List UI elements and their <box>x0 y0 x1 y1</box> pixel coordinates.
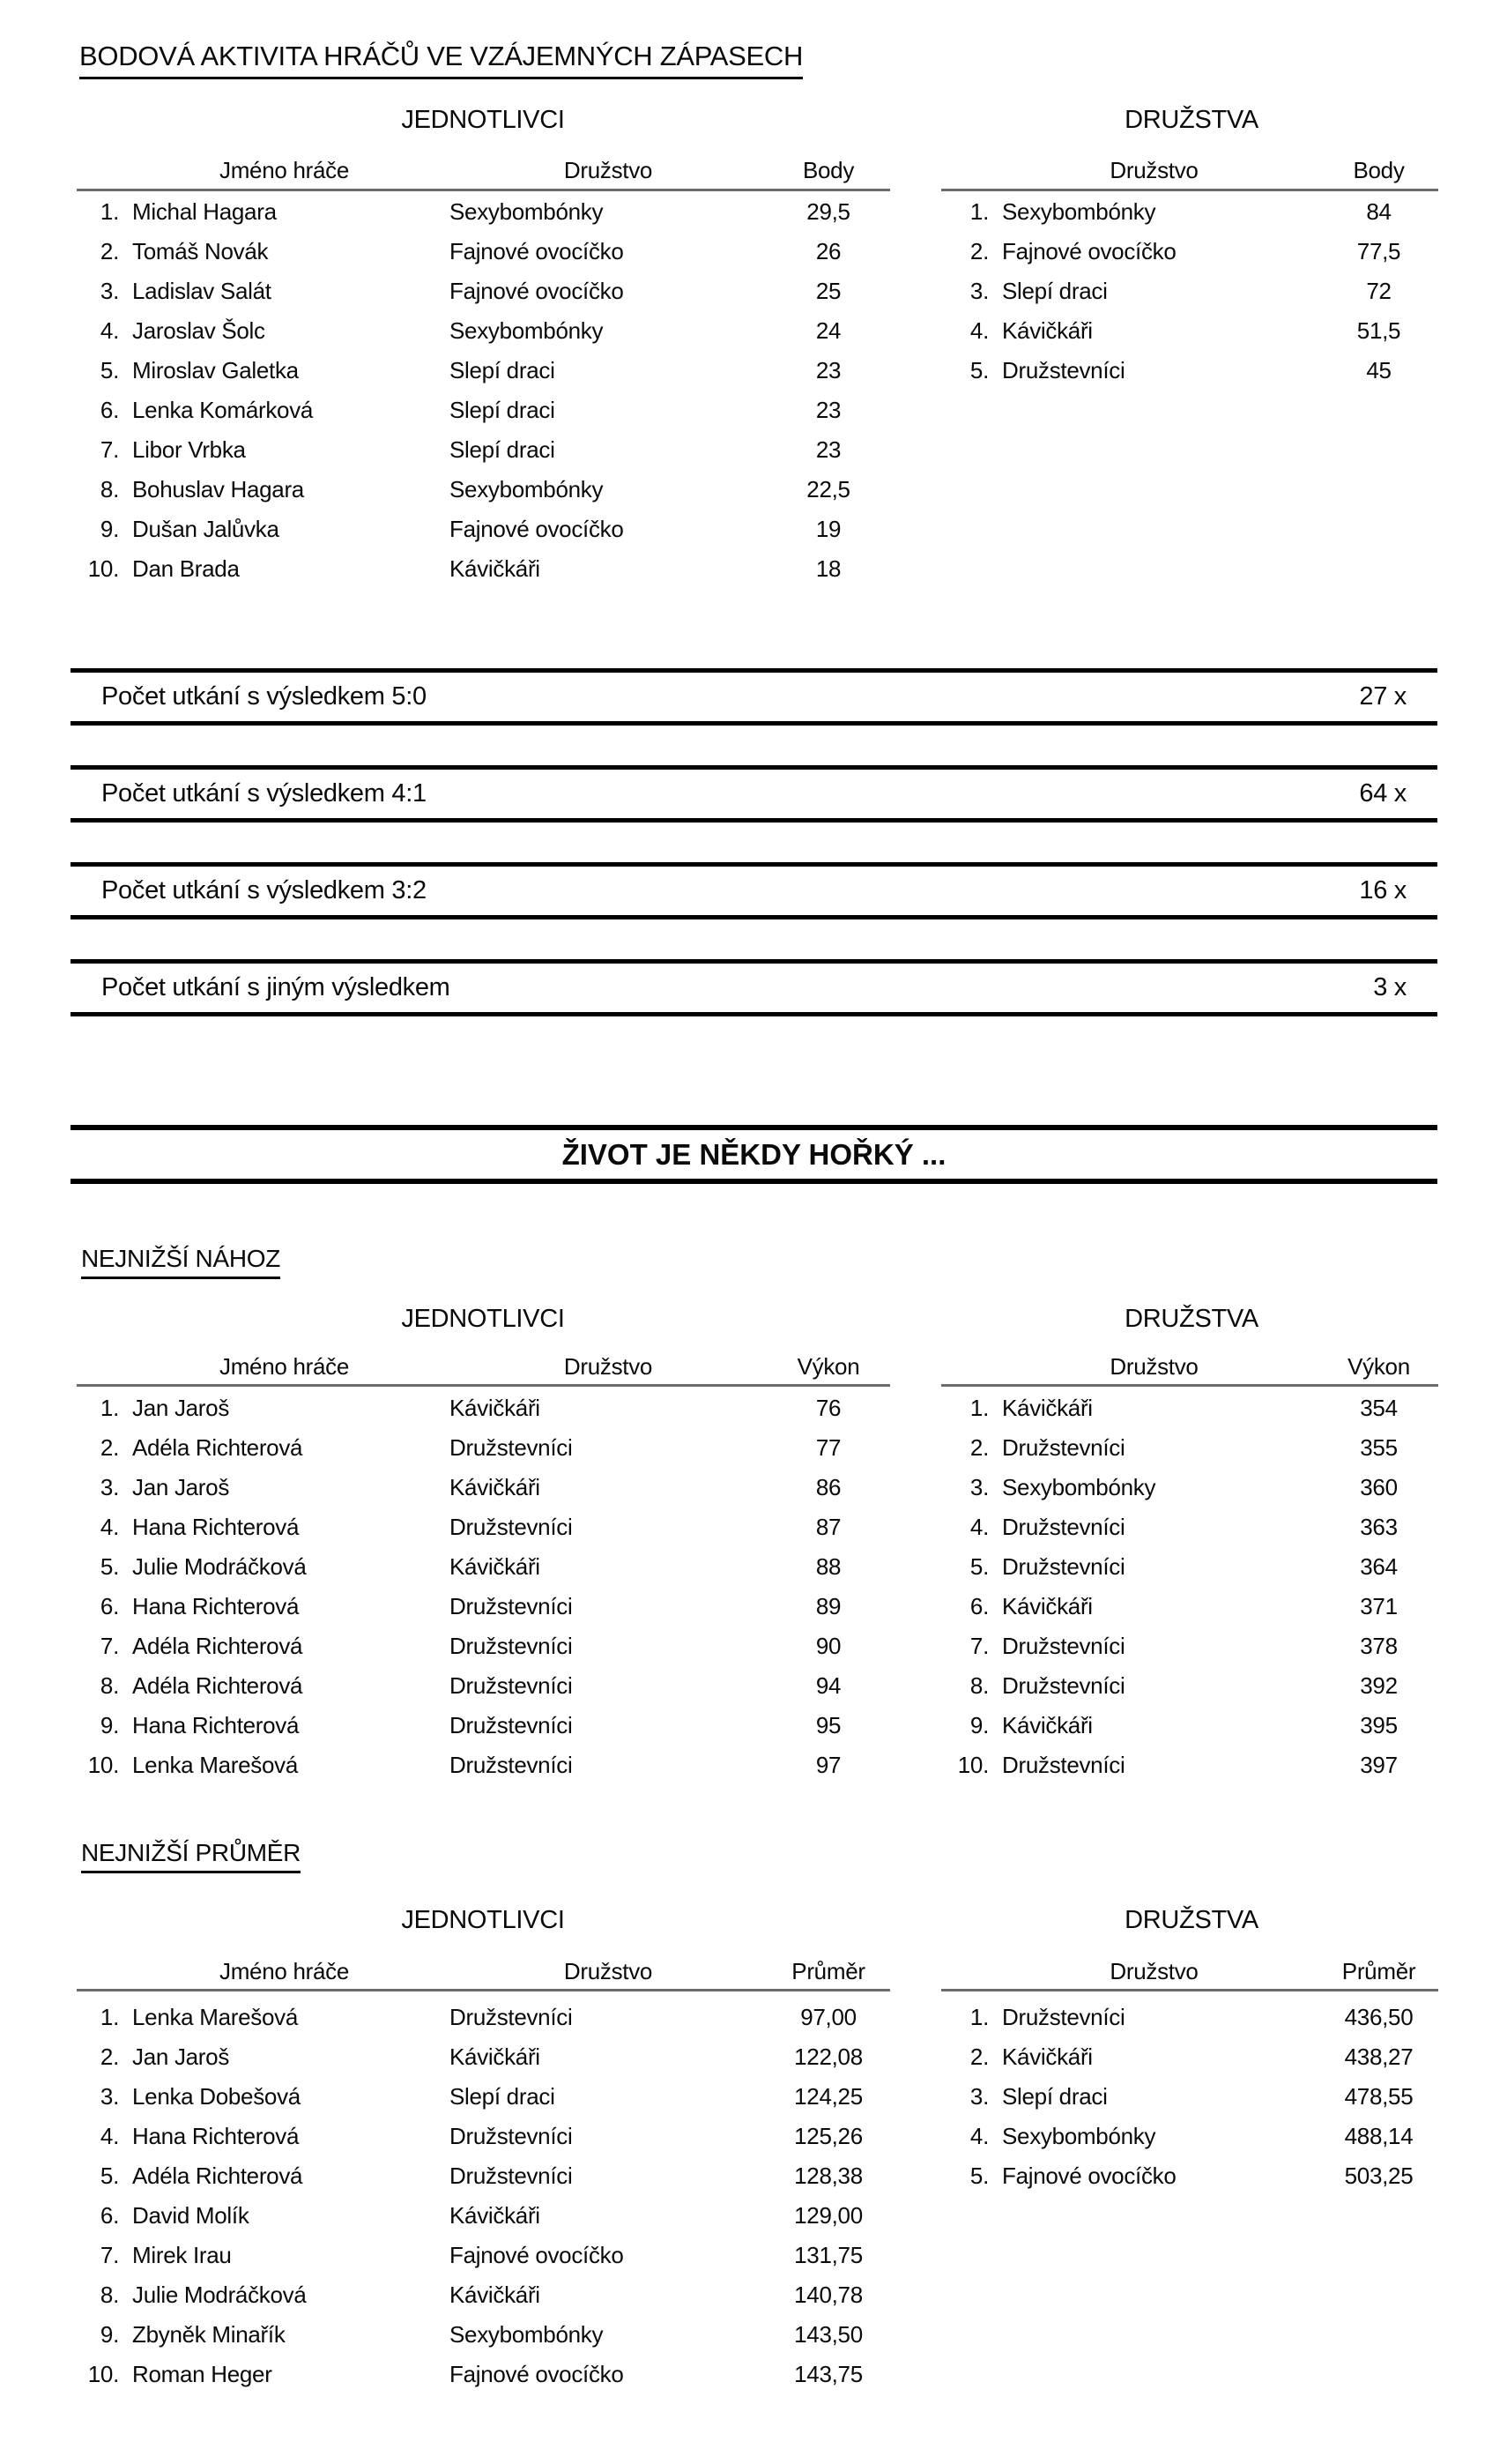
header-rule <box>77 1384 890 1387</box>
row-rank: 1. <box>969 1395 989 1421</box>
row-team: Kávičkáři <box>449 1553 540 1580</box>
row-team: Sexybombónky <box>449 476 604 502</box>
row-rank: 7. <box>100 2242 119 2268</box>
row-value: 19 <box>815 516 842 542</box>
row-player-name: Hana Richterová <box>132 1593 300 1619</box>
table-header-row <box>77 152 890 189</box>
row-value: 72 <box>1366 278 1392 304</box>
row-value: 360 <box>1360 1474 1398 1500</box>
row-value: 86 <box>815 1474 842 1500</box>
table-row <box>77 549 890 589</box>
score-band-label: Počet utkání s jiným výsledkem <box>101 973 450 1001</box>
row-team: Fajnové ovocíčko <box>449 238 624 264</box>
row-value: 436,50 <box>1344 2004 1414 2030</box>
row-value: 77,5 <box>1356 238 1401 264</box>
row-team: Družstevníci <box>1002 1672 1125 1699</box>
row-rank: 5. <box>969 357 989 383</box>
row-value: 26 <box>815 238 842 264</box>
row-team: Slepí draci <box>1002 278 1108 304</box>
table-row <box>941 311 1438 351</box>
row-player-name: Dan Brada <box>132 555 240 582</box>
row-rank: 9. <box>969 1712 989 1738</box>
row-value: 128,38 <box>794 2163 863 2189</box>
table-row <box>77 311 890 351</box>
header-team: Družstvo <box>563 156 653 183</box>
table-header-row <box>941 1348 1438 1385</box>
row-team: Slepí draci <box>449 397 555 423</box>
row-value: 363 <box>1360 1514 1398 1540</box>
row-rank: 3. <box>969 1474 989 1500</box>
table-row <box>77 2077 890 2117</box>
row-team: Kávičkáři <box>1002 1712 1093 1738</box>
row-rank: 3. <box>100 2083 119 2110</box>
header-team: Družstvo <box>1110 1957 1199 1984</box>
row-rank: 3. <box>969 2083 989 2110</box>
row-team: Družstevníci <box>1002 1434 1125 1461</box>
table-row <box>941 2037 1438 2077</box>
row-value: 143,75 <box>794 2361 863 2387</box>
header-team: Družstvo <box>1110 1352 1199 1380</box>
score-band-5-0 <box>71 668 1437 726</box>
row-team: Družstevníci <box>449 1514 573 1540</box>
row-value: 378 <box>1360 1633 1398 1659</box>
header-value: Body <box>802 156 855 183</box>
row-value: 129,00 <box>794 2202 863 2229</box>
row-value: 97 <box>815 1752 842 1778</box>
row-value: 140,78 <box>794 2282 863 2308</box>
table-row <box>77 2196 890 2236</box>
row-value: 97,00 <box>800 2004 857 2030</box>
row-rank: 5. <box>969 1553 989 1580</box>
row-rank: 4. <box>969 2123 989 2149</box>
row-value: 22,5 <box>806 476 850 502</box>
row-team: Družstevníci <box>449 1712 573 1738</box>
row-value: 371 <box>1360 1593 1398 1619</box>
table-row <box>77 2236 890 2275</box>
row-player-name: Hana Richterová <box>132 1712 300 1738</box>
row-rank: 4. <box>969 317 989 344</box>
row-value: 23 <box>815 397 842 423</box>
row-team: Družstevníci <box>1002 1633 1125 1659</box>
header-value: Body <box>1353 156 1405 183</box>
row-rank: 9. <box>100 1712 119 1738</box>
table-row <box>77 351 890 391</box>
table-row <box>941 232 1438 272</box>
table-row <box>941 1706 1438 1746</box>
table-row <box>77 1587 890 1627</box>
row-value: 23 <box>815 357 842 383</box>
row-value: 45 <box>1366 357 1392 383</box>
table-row <box>77 1746 890 1785</box>
table-row <box>77 1627 890 1666</box>
row-value: 95 <box>815 1712 842 1738</box>
row-player-name: Julie Modráčková <box>132 1553 307 1580</box>
table-row <box>941 272 1438 311</box>
row-rank: 1. <box>100 1395 119 1421</box>
row-rank: 2. <box>969 1434 989 1461</box>
row-team: Kávičkáři <box>449 2202 540 2229</box>
row-player-name: Lenka Marešová <box>132 1752 299 1778</box>
header-value: Výkon <box>797 1352 860 1380</box>
row-team: Fajnové ovocíčko <box>449 516 624 542</box>
nahoz-teams-table <box>941 1388 1438 1785</box>
row-rank: 9. <box>100 516 119 542</box>
row-player-name: Ladislav Salát <box>132 278 271 304</box>
row-team: Kávičkáři <box>1002 1593 1093 1619</box>
row-team: Kávičkáři <box>1002 2043 1093 2070</box>
row-value: 478,55 <box>1344 2083 1414 2110</box>
header-team: Družstvo <box>563 1957 653 1984</box>
row-player-name: Lenka Dobešová <box>132 2083 301 2110</box>
row-value: 395 <box>1360 1712 1398 1738</box>
row-value: 364 <box>1360 1553 1398 1580</box>
row-player-name: Zbyněk Minařík <box>132 2321 286 2348</box>
row-rank: 3. <box>969 278 989 304</box>
row-team: Družstevníci <box>1002 1752 1125 1778</box>
header-rule <box>941 1989 1438 1991</box>
row-player-name: Hana Richterová <box>132 2123 300 2149</box>
row-rank: 2. <box>969 238 989 264</box>
row-rank: 8. <box>100 1672 119 1699</box>
row-team: Fajnové ovocíčko <box>449 2361 624 2387</box>
header-rule <box>941 1384 1438 1387</box>
row-value: 125,26 <box>794 2123 863 2149</box>
row-rank: 9. <box>100 2321 119 2348</box>
section1-teams-heading: DRUŽSTVA <box>1125 106 1258 134</box>
header-player-name: Jméno hráče <box>219 1352 349 1380</box>
header-value: Průměr <box>1341 1957 1416 1984</box>
row-team: Kávičkáři <box>449 2282 540 2308</box>
row-value: 51,5 <box>1356 317 1401 344</box>
activity-teams-table <box>941 192 1438 391</box>
row-rank: 1. <box>969 2004 989 2030</box>
table-row <box>77 232 890 272</box>
score-band-label: Počet utkání s výsledkem 3:2 <box>101 876 427 904</box>
header-value: Průměr <box>791 1957 865 1984</box>
table-row <box>941 1746 1438 1785</box>
table-row <box>941 1468 1438 1507</box>
row-player-name: Roman Heger <box>132 2361 272 2387</box>
row-rank: 5. <box>100 2163 119 2189</box>
table-row <box>941 1627 1438 1666</box>
row-player-name: Libor Vrbka <box>132 436 246 463</box>
row-rank: 10. <box>87 555 119 582</box>
row-rank: 8. <box>100 476 119 502</box>
score-band-value: 3 x <box>1373 973 1407 1001</box>
row-team: Sexybombónky <box>449 198 604 225</box>
row-team: Družstevníci <box>449 2123 573 2149</box>
score-band-other <box>71 959 1437 1016</box>
table-row <box>77 272 890 311</box>
row-rank: 5. <box>100 357 119 383</box>
row-team: Kávičkáři <box>449 1474 540 1500</box>
row-team: Družstevníci <box>449 1434 573 1461</box>
row-rank: 8. <box>100 2282 119 2308</box>
row-value: 84 <box>1366 198 1392 225</box>
row-player-name: Michal Hagara <box>132 198 277 225</box>
row-rank: 4. <box>100 1514 119 1540</box>
table-header-row <box>941 1953 1438 1990</box>
row-value: 397 <box>1360 1752 1398 1778</box>
row-value: 131,75 <box>794 2242 863 2268</box>
banner: ŽIVOT JE NĚKDY HOŘKÝ ... <box>71 1125 1437 1184</box>
table-row <box>941 1998 1438 2037</box>
table-row <box>77 2156 890 2196</box>
score-band-label: Počet utkání s výsledkem 4:1 <box>101 779 427 808</box>
row-team: Kávičkáři <box>1002 317 1093 344</box>
nahoz-teams-heading: DRUŽSTVA <box>1125 1305 1258 1333</box>
row-value: 88 <box>815 1553 842 1580</box>
row-rank: 6. <box>100 2202 119 2229</box>
table-row <box>941 1666 1438 1706</box>
table-row <box>77 1547 890 1587</box>
table-row <box>77 1998 890 2037</box>
activity-individuals-table <box>77 192 890 589</box>
row-rank: 10. <box>87 2361 119 2387</box>
row-player-name: Lenka Komárková <box>132 397 314 423</box>
row-team: Sexybombónky <box>1002 2123 1156 2149</box>
table-row <box>77 430 890 470</box>
table-row <box>77 2315 890 2355</box>
row-player-name: Julie Modráčková <box>132 2282 307 2308</box>
row-team: Kávičkáři <box>449 555 540 582</box>
row-team: Fajnové ovocíčko <box>1002 238 1177 264</box>
table-header-row <box>77 1348 890 1385</box>
prumer-individuals-table <box>77 1998 890 2394</box>
row-player-name: Jan Jaroš <box>132 1395 230 1421</box>
row-player-name: Jan Jaroš <box>132 2043 230 2070</box>
row-value: 25 <box>815 278 842 304</box>
row-rank: 4. <box>969 1514 989 1540</box>
row-rank: 2. <box>100 1434 119 1461</box>
page-title: BODOVÁ AKTIVITA HRÁČŮ VE VZÁJEMNÝCH ZÁPASECH <box>79 41 803 79</box>
row-value: 90 <box>815 1633 842 1659</box>
table-row <box>77 2355 890 2394</box>
row-player-name: Jaroslav Šolc <box>132 317 265 344</box>
row-player-name: Lenka Marešová <box>132 2004 299 2030</box>
row-team: Družstevníci <box>1002 357 1125 383</box>
row-value: 29,5 <box>806 198 850 225</box>
row-team: Družstevníci <box>449 1752 573 1778</box>
table-row <box>941 1507 1438 1547</box>
table-row <box>77 470 890 510</box>
score-band-value: 16 x <box>1359 876 1407 904</box>
row-team: Družstevníci <box>449 1672 573 1699</box>
row-player-name: David Molík <box>132 2202 249 2229</box>
row-rank: 2. <box>969 2043 989 2070</box>
section1-individuals-heading: JEDNOTLIVCI <box>401 106 565 134</box>
header-value: Výkon <box>1347 1352 1410 1380</box>
row-team: Družstevníci <box>449 2004 573 2030</box>
row-rank: 6. <box>969 1593 989 1619</box>
table-row <box>77 1428 890 1468</box>
table-header-row <box>77 1953 890 1990</box>
row-rank: 3. <box>100 278 119 304</box>
row-value: 438,27 <box>1344 2043 1414 2070</box>
table-row <box>941 192 1438 232</box>
row-player-name: Tomáš Novák <box>132 238 269 264</box>
prumer-teams-heading: DRUŽSTVA <box>1125 1906 1258 1934</box>
row-rank: 7. <box>969 1633 989 1659</box>
score-band-value: 27 x <box>1359 682 1407 711</box>
row-value: 76 <box>815 1395 842 1421</box>
row-team: Fajnové ovocíčko <box>449 278 624 304</box>
table-row <box>77 510 890 549</box>
row-team: Sexybombónky <box>449 2321 604 2348</box>
row-team: Sexybombónky <box>1002 198 1156 225</box>
row-player-name: Adéla Richterová <box>132 1672 303 1699</box>
header-team: Družstvo <box>563 1352 653 1380</box>
header-rule <box>941 189 1438 191</box>
table-row <box>77 2117 890 2156</box>
row-value: 87 <box>815 1514 842 1540</box>
table-row <box>941 2156 1438 2196</box>
table-row <box>77 391 890 430</box>
row-team: Družstevníci <box>1002 1514 1125 1540</box>
table-row <box>941 1428 1438 1468</box>
row-team: Kávičkáři <box>449 1395 540 1421</box>
row-rank: 8. <box>969 1672 989 1699</box>
row-rank: 4. <box>100 317 119 344</box>
row-rank: 1. <box>100 2004 119 2030</box>
row-team: Slepí draci <box>1002 2083 1108 2110</box>
row-team: Fajnové ovocíčko <box>449 2242 624 2268</box>
row-player-name: Adéla Richterová <box>132 2163 303 2189</box>
header-rule <box>77 1989 890 1991</box>
row-rank: 1. <box>100 198 119 225</box>
row-value: 94 <box>815 1672 842 1699</box>
nahoz-section-heading: NEJNIŽŠÍ NÁHOZ <box>81 1245 280 1279</box>
row-value: 24 <box>815 317 842 344</box>
row-player-name: Jan Jaroš <box>132 1474 230 1500</box>
table-row <box>77 1507 890 1547</box>
table-row <box>77 2037 890 2077</box>
table-row <box>77 1388 890 1428</box>
row-rank: 3. <box>100 1474 119 1500</box>
table-row <box>941 2117 1438 2156</box>
row-rank: 4. <box>100 2123 119 2149</box>
nahoz-individuals-table <box>77 1388 890 1785</box>
row-value: 392 <box>1360 1672 1398 1699</box>
row-team: Družstevníci <box>449 1593 573 1619</box>
row-player-name: Miroslav Galetka <box>132 357 299 383</box>
row-rank: 5. <box>100 1553 119 1580</box>
row-player-name: Dušan Jalůvka <box>132 516 279 542</box>
prumer-individuals-heading: JEDNOTLIVCI <box>401 1906 565 1934</box>
row-player-name: Adéla Richterová <box>132 1633 303 1659</box>
row-team: Kávičkáři <box>1002 1395 1093 1421</box>
row-value: 122,08 <box>794 2043 863 2070</box>
header-rule <box>77 189 890 191</box>
header-player-name: Jméno hráče <box>219 156 349 183</box>
row-rank: 6. <box>100 397 119 423</box>
row-player-name: Bohuslav Hagara <box>132 476 304 502</box>
score-band-4-1 <box>71 765 1437 823</box>
row-value: 124,25 <box>794 2083 863 2110</box>
row-value: 89 <box>815 1593 842 1619</box>
row-rank: 2. <box>100 238 119 264</box>
row-rank: 5. <box>969 2163 989 2189</box>
table-row <box>77 192 890 232</box>
row-team: Slepí draci <box>449 436 555 463</box>
table-row <box>941 1547 1438 1587</box>
row-value: 355 <box>1360 1434 1398 1461</box>
table-row <box>941 1587 1438 1627</box>
score-band-value: 64 x <box>1359 779 1407 808</box>
table-row <box>941 351 1438 391</box>
row-player-name: Mirek Irau <box>132 2242 232 2268</box>
prumer-section-heading: NEJNIŽŠÍ PRŮMĚR <box>81 1839 301 1873</box>
row-team: Družstevníci <box>1002 2004 1125 2030</box>
row-team: Sexybombónky <box>1002 1474 1156 1500</box>
row-value: 23 <box>815 436 842 463</box>
table-row <box>77 2275 890 2315</box>
row-team: Slepí draci <box>449 2083 555 2110</box>
row-player-name: Adéla Richterová <box>132 1434 303 1461</box>
row-rank: 2. <box>100 2043 119 2070</box>
header-player-name: Jméno hráče <box>219 1957 349 1984</box>
row-team: Sexybombónky <box>449 317 604 344</box>
row-rank: 7. <box>100 1633 119 1659</box>
row-team: Družstevníci <box>449 2163 573 2189</box>
row-value: 77 <box>815 1434 842 1461</box>
row-value: 354 <box>1360 1395 1398 1421</box>
header-team: Družstvo <box>1110 156 1199 183</box>
row-rank: 10. <box>957 1752 989 1778</box>
nahoz-individuals-heading: JEDNOTLIVCI <box>401 1305 565 1333</box>
row-rank: 1. <box>969 198 989 225</box>
row-team: Kávičkáři <box>449 2043 540 2070</box>
table-row <box>77 1666 890 1706</box>
prumer-teams-table <box>941 1998 1438 2196</box>
row-team: Družstevníci <box>449 1633 573 1659</box>
row-value: 488,14 <box>1344 2123 1414 2149</box>
table-row <box>77 1468 890 1507</box>
score-band-label: Počet utkání s výsledkem 5:0 <box>101 682 427 711</box>
table-row <box>941 2077 1438 2117</box>
row-rank: 6. <box>100 1593 119 1619</box>
row-player-name: Hana Richterová <box>132 1514 300 1540</box>
row-team: Slepí draci <box>449 357 555 383</box>
row-value: 143,50 <box>794 2321 863 2348</box>
row-value: 18 <box>815 555 842 582</box>
table-row <box>941 1388 1438 1428</box>
table-row <box>77 1706 890 1746</box>
score-band-3-2 <box>71 862 1437 919</box>
row-rank: 7. <box>100 436 119 463</box>
row-value: 503,25 <box>1344 2163 1414 2189</box>
row-rank: 10. <box>87 1752 119 1778</box>
table-header-row <box>941 152 1438 189</box>
row-team: Družstevníci <box>1002 1553 1125 1580</box>
row-team: Fajnové ovocíčko <box>1002 2163 1177 2189</box>
